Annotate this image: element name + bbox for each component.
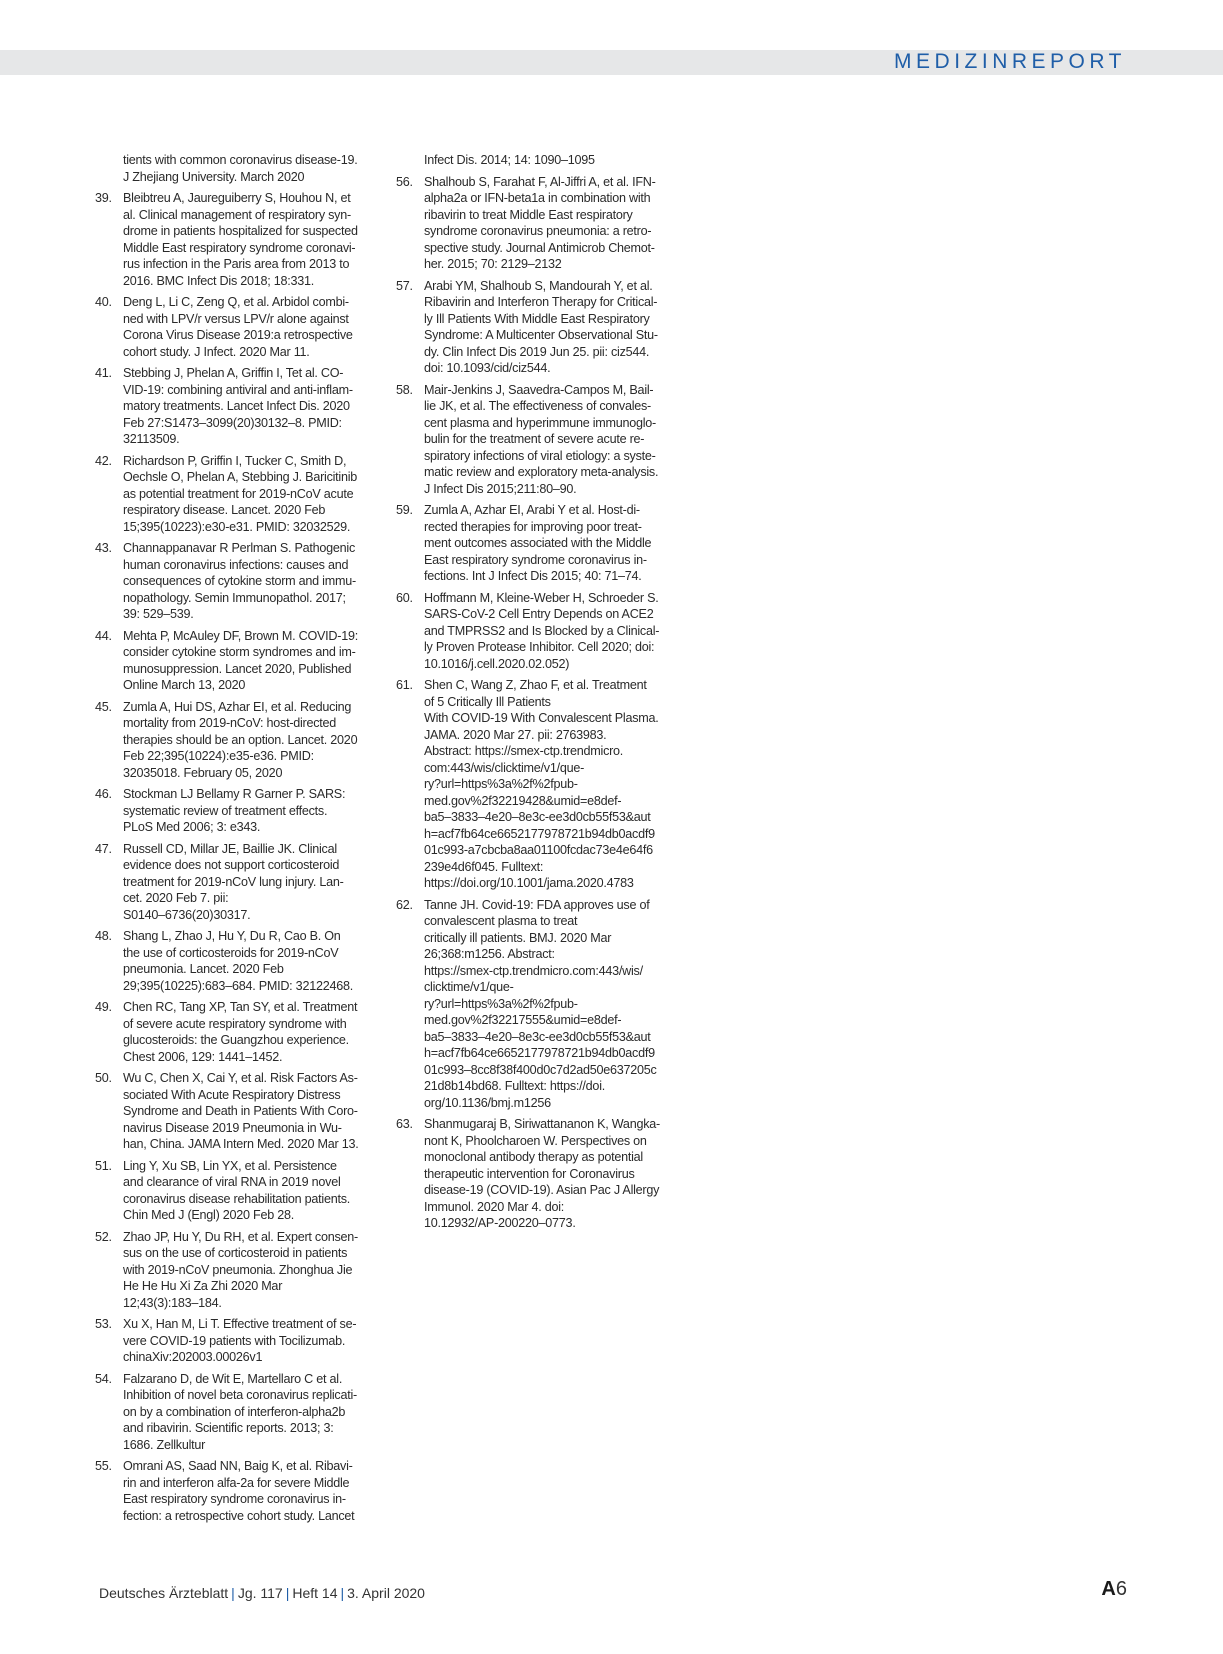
page-prefix: A [1101,1578,1116,1600]
footer-separator: | [285,1585,290,1601]
footer-issue: Heft 14 [292,1585,338,1601]
reference-text: Mehta P, McAuley DF, Brown M. COVID-19: consider cytokine storm syndromes and im- munosuppression. Lancet 2020, Published Online March 13, 2020 [123,628,358,692]
reference-number: 46. [95,787,112,801]
reference-text: Shanmugaraj B, Siriwattananon K, Wangka- nont K, Phoolcharoen W. Perspectives on monoclonal antibody therapy as potential therapeutic intervention for Coronavirus disease-19 (COVID-19). Asian Pac J Allergy Immunol. 2020 Mar 4. doi: 10.12932/AP-200220–0773. [424,1117,660,1230]
reference-text: Wu C, Chen X, Cai Y, et al. Risk Factors As- sociated With Acute Respiratory Distress Syndrome and Death in Patients With Coro- navirus Disease 2019 Pneumonia in Wu- han, China. JAMA Intern Med. 2020 Mar 13. [123,1071,359,1151]
reference-item [396,677,681,892]
reference-text: Hoffmann M, Kleine-Weber H, Schroeder S. SARS-CoV-2 Cell Entry Depends on ACE2 and TMPRSS2 and Is Blocked by a Clinical- ly Proven Protease Inhibitor. Cell 2020; doi: 10.1016/j.cell.2020.02.052) [424,590,660,671]
reference-number: 60. [396,590,413,605]
page-number [1101,1578,1127,1601]
reference-text: Mair-Jenkins J, Saavedra-Campos M, Bail- lie JK, et al. The effectiveness of convales- cent plasma and hyperimmune immunoglo- bulin for the treatment of severe acute re- spiratory infections of viral etiology: a syste- matic review and exploratory meta-analysis. J Infect Dis 2015;211:80–90. [424,382,659,496]
reference-item [396,897,681,1112]
reference-number: 63. [396,1117,413,1131]
reference-number: 49. [95,1000,112,1014]
reference-continuation: Infect Dis. 2014; 14: 1090–1095 [424,153,595,167]
reference-text: Stockman LJ Bellamy R Garner P. SARS: systematic review of treatment effects. PLoS Med 2006; 3: e343. [123,787,346,834]
reference-item [95,841,380,924]
reference-number: 39. [95,191,112,205]
reference-list-right [396,174,681,1232]
reference-text: Russell CD, Millar JE, Baillie JK. Clinical evidence does not support corticosteroid treatment for 2019-nCoV lung injury. Lan- cet. 2020 Feb 7. pii: S0140–6736(20)30317. [123,841,344,922]
reference-item [95,628,380,694]
footer-separator: | [231,1585,235,1601]
footer-date: 3. April 2020 [347,1585,425,1601]
reference-number: 61. [396,678,413,692]
reference-number: 42. [95,453,112,468]
reference-text: Deng L, Li C, Zeng Q, et al. Arbidol combi- ned with LPV/r versus LPV/r alone against Corona Virus Disease 2019:a retrospective cohort study. J Infect. 2020 Mar 11. [123,295,353,359]
reference-number: 47. [95,841,112,856]
reference-number: 55. [95,1459,112,1473]
reference-text: Richardson P, Griffin I, Tucker C, Smith D, Oechsle O, Phelan A, Stebbing J. Baricitinib as potential treatment for 2019-nCoV acute respiratory disease. Lancet. 2020 Feb 15;395(10223):e30-e31. PMID: 32032529. [123,453,358,534]
reference-item [95,1316,380,1366]
reference-number: 41. [95,366,112,380]
reference-text: Shalhoub S, Farahat F, Al-Jiffri A, et al. IFN- alpha2a or IFN-beta1a in combination with ribavirin to treat Middle East respiratory syndrome coronavirus pneumonia: a retro- spective study. Journal Antimicrob Chemot- her. 2015; 70: 2129–2132 [424,174,656,271]
reference-number: 57. [396,278,413,293]
reference-text: Falzarano D, de Wit E, Martellaro C et al. Inhibition of novel beta coronavirus replicati- on by a combination of interferon-alpha2b and ribavirin. Scientific reports. 2013; 3: 1686. Zellkultur [123,1371,357,1452]
reference-item [396,278,681,377]
reference-number: 43. [95,541,112,555]
reference-number: 50. [95,1071,112,1085]
reference-text: Arabi YM, Shalhoub S, Mandourah Y, et al. Ribavirin and Interferon Therapy for Critical- ly Ill Patients With Middle East Respiratory Syndrome: A Multicenter Observational Stu- dy. Clin Infect Dis 2019 Jun 25. pii: ciz544. doi: 10.1093/cid/ciz544. [424,278,658,375]
reference-number: 58. [396,382,413,397]
footer-journal: Deutsches Ärzteblatt [99,1585,229,1601]
reference-item [396,590,681,673]
reference-text: Shang L, Zhao J, Hu Y, Du R, Cao B. On the use of corticosteroids for 2019-nCoV pneumonia. Lancet. 2020 Feb 29;395(10225):683–684. PMID: 32122468. [123,929,353,993]
reference-item [95,928,380,994]
reference-text: Tanne JH. Covid-19: FDA approves use of convalescent plasma to treat critically ill patients. BMJ. 2020 Mar 26;368:m1256. Abstract: https://smex-ctp.trendmicro.com:443/wis/ clicktime/v1/que- ry?url=https%3a%2f%2fpub- med.gov%2f32217555&umid=e8def- ba5–3833–4e20–8e3c-ee3d0cb55f53&aut h=acf7fb64ce6652177978721b94db0acdf9 01c993–8cc8f38f400d0c7d2ad50e637205c 21d8b14bd68. Fulltext: https://doi. org/10.1136/bmj.m1256 [424,897,657,1110]
reference-text: Zumla A, Hui DS, Azhar EI, et al. Reducing mortality from 2019-nCoV: host-directed therapies should be an option. Lancet. 2020 Feb 22;395(10224):e35-e36. PMID: 32035018. February 05, 2020 [123,699,358,780]
footer-volume: Jg. 117 [237,1585,283,1601]
reference-text: Chen RC, Tang XP, Tan SY, et al. Treatment of severe acute respiratory syndrome with glucosteroids: the Guangzhou experience. Chest 2006, 129: 1441–1452. [123,1000,358,1064]
reference-number: 56. [396,174,413,189]
reference-item [396,174,681,273]
page-digit: 6 [1115,1578,1127,1600]
reference-item [95,1458,380,1524]
reference-item [396,502,681,585]
section-title: MEDIZINREPORT [894,50,1126,73]
reference-text: Xu X, Han M, Li T. Effective treatment of se- vere COVID-19 patients with Tocilizumab. chinaXiv:202003.00026v1 [123,1317,357,1364]
reference-text: Channappanavar R Perlman S. Pathogenic human coronavirus infections: causes and consequences of cytokine storm and immu- nopathology. Semin Immunopathol. 2017; 39: 529–539. [123,541,356,621]
reference-text: Zhao JP, Hu Y, Du RH, et al. Expert consen- sus on the use of corticosteroid in patients with 2019-nCoV pneumonia. Zhonghua Jie He He Hu Xi Za Zhi 2020 Mar 12;43(3):183–184. [123,1229,358,1310]
reference-number: 44. [95,628,112,643]
reference-number: 51. [95,1158,112,1173]
reference-text: Stebbing J, Phelan A, Griffin I, Tet al. CO- VID-19: combining antiviral and anti-inflam- matory treatments. Lancet Infect Dis. 2020 Feb 27:S1473–3099(20)30132–8. PMID: 32113509. [123,366,353,446]
reference-continuation: tients with common coronavirus disease-19. J Zhejiang University. March 2020 [123,153,358,184]
reference-list-left [95,190,380,1524]
reference-item [95,699,380,782]
reference-item [95,1229,380,1312]
reference-number: 45. [95,699,112,714]
reference-item [95,786,380,836]
footer [99,1585,425,1601]
reference-item [95,365,380,448]
reference-item [95,294,380,360]
reference-number: 62. [396,897,413,912]
reference-number: 59. [396,503,413,517]
reference-text: Ling Y, Xu SB, Lin YX, et al. Persistence and clearance of viral RNA in 2019 novel coronavirus disease rehabilitation patients. Chin Med J (Engl) 2020 Feb 28. [123,1158,351,1222]
reference-item [95,453,380,536]
reference-text: Omrani AS, Saad NN, Baig K, et al. Ribavi- rin and interferon alfa-2a for severe Middle East respiratory syndrome coronavirus in- fection: a retrospective cohort study. Lancet [123,1459,355,1523]
reference-item [95,1158,380,1224]
reference-column-right [396,152,681,1237]
reference-column-left [95,152,380,1529]
reference-item [95,540,380,623]
reference-number: 40. [95,295,112,309]
reference-text: Shen C, Wang Z, Zhao F, et al. Treatment of 5 Critically Ill Patients With COVID-19 With Convalescent Plasma. JAMA. 2020 Mar 27. pii: 2763983. Abstract: https://smex-ctp.trendmicro. com:443/wis/clicktime/v1/que- ry?url=https%3a%2f%2fpub- med.gov%2f32219428&umid=e8def- ba5–3833–4e20–8e3c-ee3d0cb55f53&aut h=acf7fb64ce6652177978721b94db0acdf9 01c993-a7cbcba8aa01100fcdac73e4e64f6 239e4d6f045. Fulltext: https://doi.org/10.1001/jama.2020.4783 [424,678,659,890]
reference-text: Bleibtreu A, Jaureguiberry S, Houhou N, et al. Clinical management of respiratory syn- drome in patients hospitalized for suspected Middle East respiratory syndrome coronavi- rus infection in the Paris area from 2013 to 2016. BMC Infect Dis 2018; 18:331. [123,191,358,288]
reference-number: 52. [95,1229,112,1244]
reference-text: Zumla A, Azhar EI, Arabi Y et al. Host-di- rected therapies for improving poor treat- ment outcomes associated with the Middle East respiratory syndrome coronavirus in- fections. Int J Infect Dis 2015; 40: 71–74. [424,503,652,583]
reference-item [396,382,681,498]
reference-item [95,999,380,1065]
reference-item [95,1371,380,1454]
reference-number: 48. [95,929,112,943]
reference-item [95,1070,380,1153]
reference-number: 54. [95,1371,112,1386]
footer-separator: | [340,1585,345,1601]
reference-item [95,190,380,289]
reference-item [396,1116,681,1232]
reference-number: 53. [95,1317,112,1331]
